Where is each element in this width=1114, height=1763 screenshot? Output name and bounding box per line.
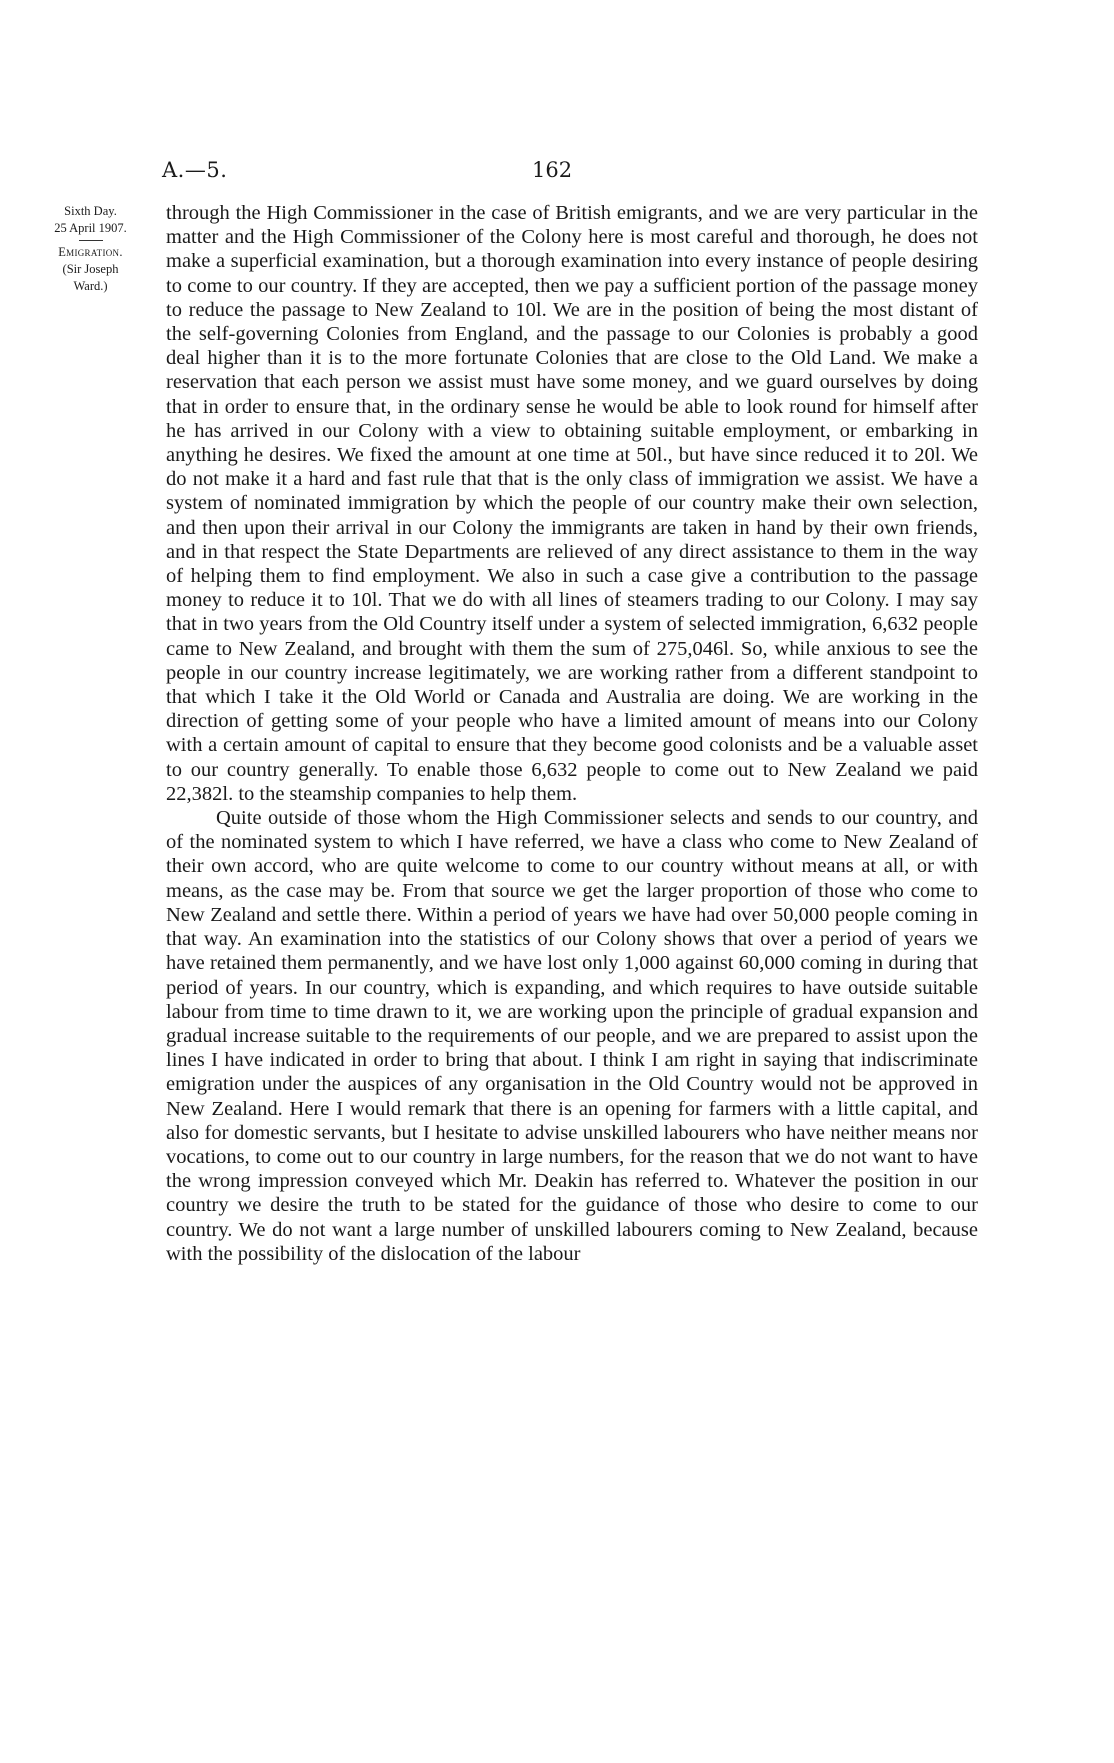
running-header [162, 158, 982, 188]
margin-note-speaker-line1: (Sir Joseph [62, 262, 119, 276]
margin-note [28, 203, 153, 295]
page-number: 162 [532, 158, 573, 182]
margin-note-speaker-line2: Ward.) [73, 279, 108, 293]
margin-note-day: Sixth Day. [64, 204, 117, 218]
document-reference: A.—5. [162, 158, 228, 182]
body-paragraph-2: Quite outside of those whom the High Commissioner selects and sends to our country, and of the nominated system to which I have referred, we have a class who come to New Zealand of their own accord, who are quite welcome to come to our country without means at all, or with means, as the case may be. From that source we get the larger proportion of those who come to New Zealand and settle there. Within a period of years we have had over 50,000 people coming in that way. An examination into the statistics of our Colony shows that over a period of years we have retained them permanently, and we have lost only 1,000 against 60,000 coming in during that period of years. In our country, which is expanding, and which requires to have outside suitable labour from time to time drawn to it, we are working upon the principle of gradual expansion and gradual increase suitable to the requirements of our people, and we are prepared to assist upon the lines I have indicated in order to bring that about. I think I am right in saying that indiscriminate emigration under the auspices of any organisation in the Old Country would not be approved in New Zealand. Here I would remark that there is an opening for farmers with a little capital, and also for domestic servants, but I hesitate to advise unskilled labourers who have neither means nor vocations, to come out to our country in large numbers, for the reason that we do not want to have the wrong impression conveyed which Mr. Deakin has referred to. Whatever the position in our country we desire the truth to be stated for the guidance of those who desire to come to our country. We do not want a large number of unskilled labourers coming to New Zealand, because with the possibility of the dislocation of the labour [166, 807, 978, 1265]
margin-note-divider [79, 240, 103, 241]
body-paragraph-1: through the High Commissioner in the case of British emigrants, and we are very particular in the matter and the High Commissioner of the Colony here is most careful and thorough, he does not make a superficial examination, but a thorough examination into every instance of people desiring to come to our country. If they are accepted, then we pay a sufficient portion of the passage money to reduce the passage to New Zealand to 10l. We are in the position of being the most distant of the self-governing Colonies from England, and the passage to our Colonies is probably a good deal higher than it is to the more fortunate Colonies that are close to the Old Land. We make a reservation that each person we assist must have some money, and we guard ourselves by doing that in order to ensure that, in the ordinary sense he would be able to look round for himself after he has arrived in our Colony with a view to obtaining suitable employment, or embarking in anything he desires. We fixed the amount at one time at 50l., but have since reduced it to 20l. We do not make it a hard and fast rule that that is the only class of immigration we assist. We have a system of nominated immigration by which the people of our country make their own selection, and then upon their arrival in our Colony the immigrants are taken in hand by their own friends, and in that respect the State Departments are relieved of any direct assistance to them in the way of helping them to find employment. We also in such a case give a contribution to the passage money to reduce it to 10l. That we do with all lines of steamers trading to our Colony. I may say that in two years from the Old Country itself under a system of selected immigration, 6,632 people came to New Zealand, and brought with them the sum of 275,046l. So, while anxious to see the people in our country increase legitimately, we are working rather from a different standpoint to that which I take it the Old World or Canada and Australia are doing. We are working in the direction of getting some of your people who have a limited amount of means into our Colony with a certain amount of capital to ensure that they become good colonists and be a valuable asset to our country generally. To enable those 6,632 people to come out to New Zealand we paid 22,382l. to the steamship companies to help them. [166, 202, 978, 805]
margin-note-date: 25 April 1907. [54, 221, 127, 235]
body-text [166, 201, 978, 1266]
margin-note-subject: Emigration. [58, 245, 123, 259]
